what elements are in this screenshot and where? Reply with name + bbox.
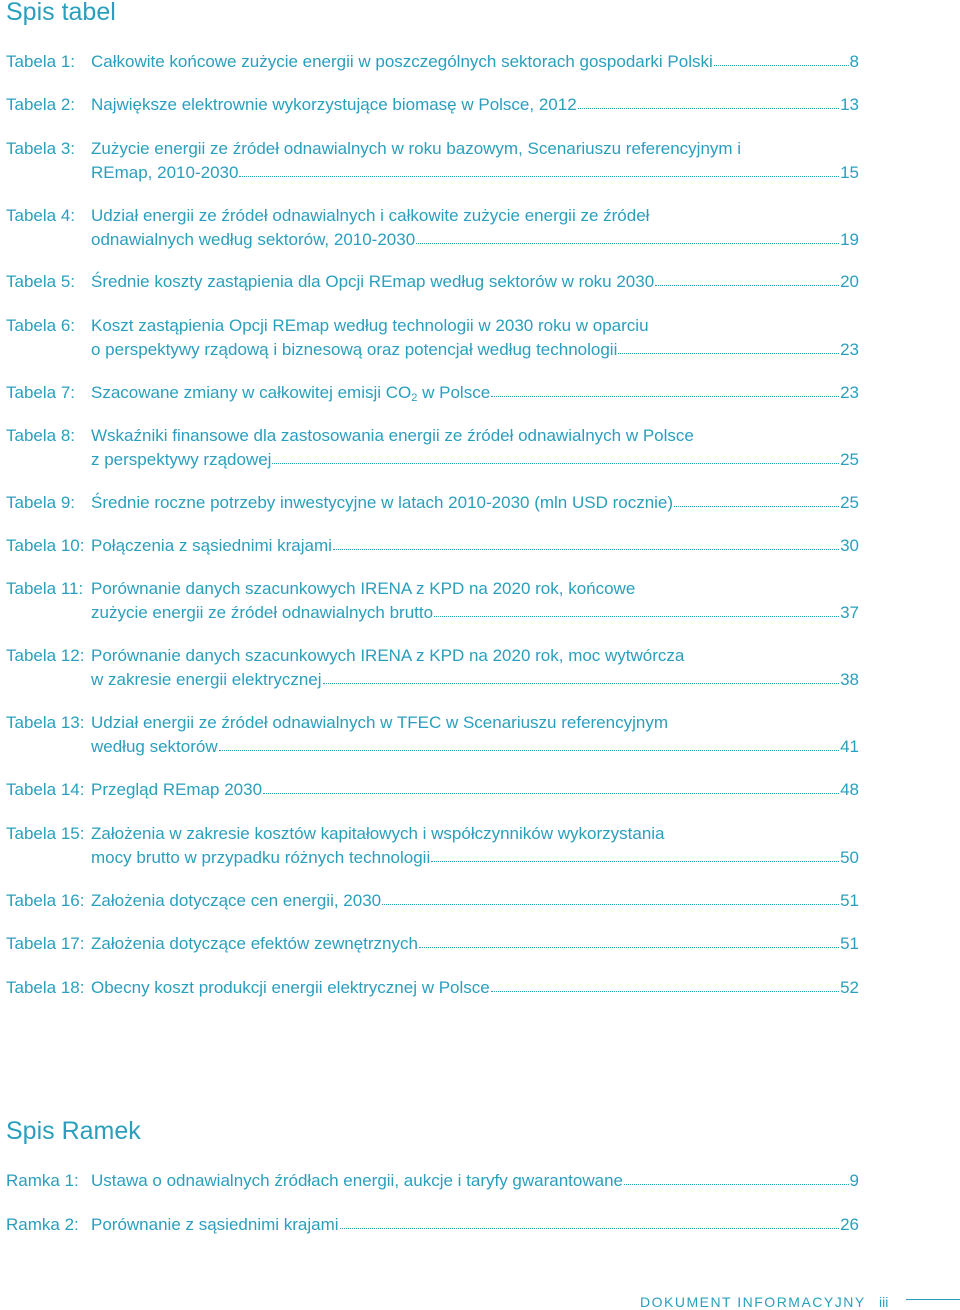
dot-leader [219, 747, 839, 751]
dot-leader [655, 282, 839, 286]
table-entry[interactable] [6, 976, 859, 1000]
dot-leader [434, 613, 839, 617]
table-label: Tabela 8: [6, 426, 75, 445]
table-page-number: 23 [840, 340, 859, 359]
table-label: Tabela 13: [6, 713, 85, 732]
table-page-number: 20 [840, 272, 859, 291]
table-label: Tabela 18: [6, 978, 85, 997]
table-title [91, 932, 859, 956]
table-label: Tabela 1: [6, 52, 75, 71]
table-title-suffix: w Polsce [417, 383, 491, 402]
box-entry[interactable] [6, 1213, 859, 1237]
table-entry[interactable] [6, 491, 859, 515]
table-title-line: Szacowane zmiany w całkowitej emisji CO [91, 383, 412, 402]
dot-leader [714, 62, 849, 66]
box-page-number: 9 [849, 1171, 859, 1190]
table-title-line: Całkowite końcowe zużycie energii w poszczególnych sektorach gospodarki Polski [91, 52, 713, 71]
dot-leader [382, 901, 839, 905]
footer-page-number: iii [879, 1294, 889, 1310]
table-entry[interactable] [6, 932, 859, 956]
table-entry[interactable] [6, 93, 859, 117]
table-title-line: Udział energii ze źródeł odnawialnych w TFEC w Scenariuszu referencyjnym [91, 713, 668, 732]
box-label: Ramka 2: [6, 1215, 79, 1234]
table-entry[interactable] [6, 711, 859, 759]
table-title-line: Przegląd REmap 2030 [91, 780, 263, 799]
box-entry[interactable] [6, 1169, 859, 1193]
table-label: Tabela 16: [6, 891, 85, 910]
table-title-line: REmap, 2010-2030 [91, 163, 239, 182]
table-title-line: w zakresie energii elektrycznej [91, 670, 322, 689]
table-title-line: Porównanie danych szacunkowych IRENA z KPD na 2020 rok, końcowe [91, 579, 636, 598]
table-page-number: 37 [840, 603, 859, 622]
table-entry[interactable] [6, 270, 859, 294]
table-entry[interactable] [6, 424, 859, 472]
table-entry[interactable] [6, 314, 859, 362]
table-entry[interactable] [6, 137, 859, 185]
dot-leader [491, 988, 839, 992]
dot-leader [624, 1181, 849, 1185]
table-label: Tabela 11: [6, 579, 84, 598]
table-page-number: 48 [840, 780, 859, 799]
table-title [91, 577, 859, 625]
table-title-line: o perspektywy rządową i biznesową oraz potencjał według technologii [91, 340, 618, 359]
table-label: Tabela 10: [6, 536, 85, 555]
table-page-number: 23 [840, 383, 859, 402]
table-title [91, 381, 859, 405]
footer-title: DOKUMENT INFORMACYJNY [640, 1294, 866, 1310]
table-title-line: Wskaźniki finansowe dla zastosowania energii ze źródeł odnawialnych w Polsce [91, 426, 694, 445]
box-label: Ramka 1: [6, 1171, 79, 1190]
table-title-line: Założenia w zakresie kosztów kapitałowych i współczynników wykorzystania [91, 824, 665, 843]
table-page-number: 52 [840, 978, 859, 997]
table-entry[interactable] [6, 577, 859, 625]
table-title [91, 204, 859, 252]
table-page-number: 25 [840, 450, 859, 469]
table-title-line: Założenia dotyczące cen energii, 2030 [91, 891, 382, 910]
table-title [91, 711, 859, 759]
box-page-number: 26 [840, 1215, 859, 1234]
table-label: Tabela 14: [6, 780, 85, 799]
table-label: Tabela 2: [6, 95, 75, 114]
box-title-line: Porównanie z sąsiednimi krajami [91, 1215, 339, 1234]
table-title [91, 976, 859, 1000]
table-page-number: 13 [840, 95, 859, 114]
boxes-heading: Spis Ramek [6, 1117, 141, 1145]
table-title [91, 137, 859, 185]
table-page-number: 50 [840, 848, 859, 867]
table-title-line: według sektorów [91, 737, 218, 756]
table-label: Tabela 12: [6, 646, 85, 665]
table-title-line: odnawialnych według sektorów, 2010-2030 [91, 230, 416, 249]
table-title-line: Udział energii ze źródeł odnawialnych i całkowite zużycie energii ze źródeł [91, 206, 650, 225]
dot-leader [239, 173, 839, 177]
dot-leader [491, 393, 839, 397]
table-title-line: Zużycie energii ze źródeł odnawialnych w roku bazowym, Scenariuszu referencyjnym i [91, 139, 742, 158]
table-page-number: 30 [840, 536, 859, 555]
table-title-line: Obecny koszt produkcji energii elektrycznej w Polsce [91, 978, 490, 997]
table-entry[interactable] [6, 644, 859, 692]
table-title-line: Koszt zastąpienia Opcji REmap według technologii w 2030 roku w oparciu [91, 316, 649, 335]
table-label: Tabela 4: [6, 206, 75, 225]
table-title [91, 644, 859, 692]
table-title [91, 491, 859, 515]
table-title-line: mocy brutto w przypadku różnych technologii [91, 848, 431, 867]
table-title [91, 424, 859, 472]
table-page-number: 41 [840, 737, 859, 756]
box-title [91, 1213, 859, 1237]
table-title-line: Średnie koszty zastąpienia dla Opcji REmap według sektorów w roku 2030 [91, 272, 655, 291]
table-entry[interactable] [6, 50, 859, 74]
table-title [91, 534, 859, 558]
table-entry[interactable] [6, 778, 859, 802]
table-page-number: 19 [840, 230, 859, 249]
table-entry[interactable] [6, 381, 859, 405]
table-title-line: Założenia dotyczące efektów zewnętrznych [91, 934, 418, 953]
table-title [91, 778, 859, 802]
dot-leader [578, 105, 839, 109]
table-label: Tabela 5: [6, 272, 75, 291]
dot-leader [272, 460, 839, 464]
dot-leader [416, 240, 839, 244]
subscript: 2 [411, 392, 418, 404]
table-title-line: Połączenia z sąsiednimi krajami [91, 536, 332, 555]
table-page-number: 8 [849, 52, 859, 71]
dot-leader [263, 790, 839, 794]
dot-leader [431, 858, 839, 862]
dot-leader [674, 503, 839, 507]
table-title [91, 822, 859, 870]
table-title-line: Porównanie danych szacunkowych IRENA z KPD na 2020 rok, moc wytwórcza [91, 646, 685, 665]
dot-leader [419, 944, 839, 948]
table-title [91, 93, 859, 117]
box-title-line: Ustawa o odnawialnych źródłach energii, aukcje i taryfy gwarantowane [91, 1171, 624, 1190]
table-label: Tabela 7: [6, 383, 75, 402]
dot-leader [323, 680, 840, 684]
table-entry[interactable] [6, 889, 859, 913]
table-title [91, 50, 859, 74]
table-entry[interactable] [6, 534, 859, 558]
table-title [91, 314, 859, 362]
table-label: Tabela 6: [6, 316, 75, 335]
table-title-line: zużycie energii ze źródeł odnawialnych brutto [91, 603, 434, 622]
table-title-line: Największe elektrownie wykorzystujące biomasę w Polsce, 2012 [91, 95, 577, 114]
tables-heading: Spis tabel [6, 0, 116, 26]
dot-leader [618, 350, 839, 354]
table-page-number: 15 [840, 163, 859, 182]
table-title [91, 889, 859, 913]
table-title [91, 270, 859, 294]
table-entry[interactable] [6, 204, 859, 252]
table-label: Tabela 17: [6, 934, 85, 953]
dot-leader [340, 1225, 840, 1229]
table-label: Tabela 9: [6, 493, 75, 512]
table-title-line: z perspektywy rządowej [91, 450, 272, 469]
dot-leader [333, 546, 839, 550]
table-entry[interactable] [6, 822, 859, 870]
table-page-number: 51 [840, 891, 859, 910]
table-label: Tabela 15: [6, 824, 85, 843]
table-title-line: Średnie roczne potrzeby inwestycyjne w latach 2010-2030 (mln USD rocznie) [91, 493, 674, 512]
table-page-number: 38 [840, 670, 859, 689]
table-page-number: 25 [840, 493, 859, 512]
box-title [91, 1169, 859, 1193]
footer-rule [906, 1299, 960, 1300]
table-page-number: 51 [840, 934, 859, 953]
table-label: Tabela 3: [6, 139, 75, 158]
